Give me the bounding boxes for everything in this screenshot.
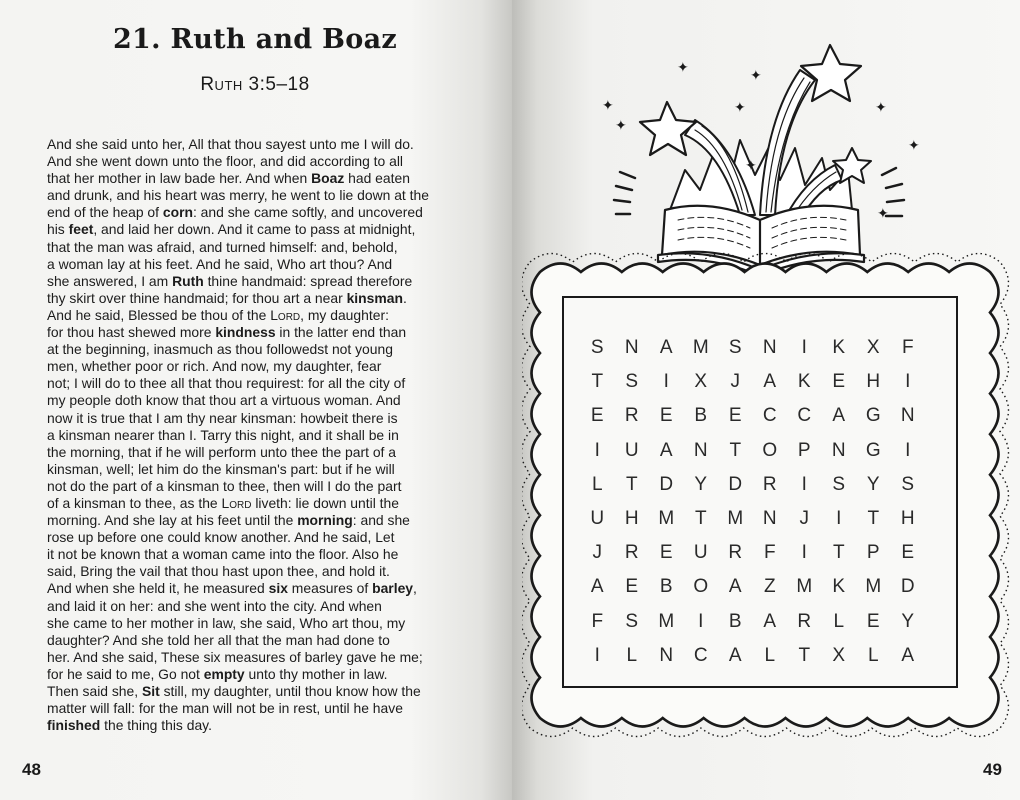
letter-cell: T: [694, 507, 707, 529]
letter-cell: I: [836, 507, 842, 529]
letter-cell: A: [763, 610, 777, 632]
keyword: finished: [47, 717, 101, 734]
passage-text: thy skirt over thine handmaid; for thou art a near: [47, 289, 347, 306]
letter-cell: K: [832, 337, 846, 358]
passage-line: [47, 529, 475, 546]
letter-cell: R: [624, 542, 639, 564]
letter-cell: X: [832, 644, 846, 666]
passage-text: of a kinsman to thee, as the: [47, 494, 222, 511]
passage-text: for he said to me, Go not: [47, 665, 204, 682]
passage-line: [47, 290, 475, 307]
letter-cell: C: [693, 644, 708, 666]
passage-line: [47, 427, 475, 444]
passage-text: Then said she,: [47, 683, 142, 699]
letter-cell: T: [625, 473, 638, 495]
letter-cell: X: [694, 371, 708, 393]
letter-cell: S: [728, 337, 742, 358]
passage-text: the thing this day.: [100, 717, 212, 734]
keyword: corn: [162, 204, 193, 221]
letter-cell: G: [865, 439, 881, 461]
letter-cell: D: [659, 473, 674, 495]
letter-cell: I: [801, 473, 807, 495]
passage-line: [47, 598, 475, 615]
passage-text: not; I will do to thee all that thou requirest: for all the city of: [47, 375, 406, 392]
letter-cell: I: [801, 542, 807, 564]
letter-cell: E: [590, 405, 604, 427]
letter-cell: S: [625, 371, 639, 393]
passage-line: [47, 392, 475, 409]
letter-cell: A: [728, 576, 742, 598]
passage-line: [47, 717, 475, 734]
letter-cell: X: [866, 337, 880, 358]
letter-cell: L: [833, 610, 845, 632]
svg-text:✦: ✦: [677, 60, 689, 76]
letter-cell: F: [591, 610, 604, 632]
passage-text: unto thy mother in law.: [244, 665, 388, 682]
letter-cell: K: [797, 371, 811, 393]
passage-line: [47, 358, 475, 375]
passage-line: [47, 221, 475, 238]
letter-cell: T: [832, 542, 845, 564]
letter-cell: I: [663, 371, 669, 393]
letter-cell: Z: [763, 576, 776, 598]
passage-text: : and she came softly, and uncovered: [192, 204, 423, 221]
passage-text: my people doth know that thou art a virtuous woman. And: [47, 392, 401, 409]
passage-text: , my daughter:: [300, 306, 389, 323]
passage-line: [47, 239, 475, 256]
letter-cell: R: [728, 542, 743, 564]
passage-text: ,: [413, 580, 417, 597]
passage-line: [47, 170, 475, 187]
letter-cell: E: [832, 371, 846, 393]
keyword: Ruth: [172, 272, 204, 289]
passage-text: that the man was afraid, and turned himself: and, behold,: [47, 238, 398, 255]
passage-line: [47, 187, 475, 204]
passage-text: .: [402, 289, 407, 306]
letter-cell: L: [867, 644, 879, 666]
letter-cell: I: [594, 439, 600, 461]
passage-text: liveth: lie down until the: [251, 494, 399, 511]
passage-text: she came to her mother in law, she said, Who art thou, my: [47, 614, 406, 631]
passage-text: the morning, that if he will perform unto thee the part of a: [47, 443, 397, 460]
letter-cell: L: [591, 473, 603, 495]
letter-cell: A: [659, 337, 673, 358]
passage-text: still, my daughter, until thou know how the: [159, 683, 421, 699]
passage-text: matter will fall: for the man will not be in rest, until he have: [47, 700, 403, 717]
passage-line: [47, 700, 475, 717]
passage-line: [47, 495, 475, 512]
page-number-right: 49: [983, 760, 1002, 779]
passage-text: and drunk, and his heart was merry, he went to lie down at the: [47, 187, 429, 204]
passage-line: [47, 136, 475, 153]
letter-cell: H: [624, 507, 639, 529]
word-search-grid: [580, 337, 925, 679]
word-search-puzzle: [562, 296, 958, 688]
keyword: barley: [372, 580, 414, 597]
letter-cell: J: [730, 371, 740, 393]
letter-cell: P: [866, 542, 880, 564]
letter-cell: M: [727, 507, 744, 529]
letter-cell: I: [905, 371, 911, 393]
letter-cell: J: [592, 542, 602, 564]
passage-line: [47, 632, 475, 649]
letter-cell: B: [728, 610, 742, 632]
letter-cell: O: [693, 576, 709, 598]
passage-line: [47, 563, 475, 580]
letter-cell: I: [698, 610, 704, 632]
letter-cell: A: [901, 644, 915, 666]
keyword: six: [268, 580, 288, 597]
letter-cell: E: [901, 542, 915, 564]
letter-cell: C: [762, 405, 777, 427]
page-number-left: 48: [22, 760, 41, 779]
passage-line: [47, 666, 475, 683]
letter-cell: N: [831, 439, 846, 461]
passage-text: for thou hast shewed more: [47, 324, 216, 341]
letter-cell: T: [867, 507, 880, 529]
letter-cell: Y: [901, 610, 915, 632]
passage-text: she answered, I am: [47, 272, 173, 289]
letter-cell: G: [865, 405, 881, 427]
letter-cell: H: [900, 507, 915, 529]
letter-cell: K: [832, 576, 846, 598]
letter-cell: M: [658, 610, 675, 632]
letter-cell: S: [901, 473, 915, 495]
letter-cell: J: [799, 507, 809, 529]
passage-text: at the beginning, inasmuch as thou followedst not young: [47, 341, 393, 358]
passage-line: [47, 375, 475, 392]
passage-text: And when she held it, he measured: [47, 580, 269, 597]
letter-cell: D: [900, 576, 915, 598]
passage-text: morning. And she lay at his feet until the: [47, 512, 298, 529]
passage-text: And she went down unto the floor, and did according to all: [47, 153, 403, 170]
passage-text: his: [47, 221, 69, 238]
passage-text: daughter? And she told her all that the man had done to: [47, 631, 390, 648]
letter-cell: L: [764, 644, 776, 666]
passage-text: it not be known that a woman came into the floor. Also he: [47, 546, 399, 563]
keyword: kindness: [215, 324, 276, 341]
passage-text: now it is true that I am thy near kinsman: howbeit there is: [47, 409, 398, 426]
letter-cell: E: [625, 576, 639, 598]
letter-cell: A: [590, 576, 604, 598]
passage-text: not do the part of a kinsman to thee, then will I do the part: [47, 477, 402, 494]
letter-cell: T: [591, 371, 604, 393]
svg-text:✦: ✦: [908, 138, 920, 154]
passage-text: measures of: [287, 580, 373, 597]
passage-text: a kinsman nearer than I. Tarry this night, and it shall be in: [47, 426, 399, 443]
passage-text: thine handmaid: spread therefore: [203, 272, 413, 289]
scripture-passage: [47, 136, 475, 734]
letter-cell: L: [626, 644, 638, 666]
svg-text:✦: ✦: [750, 68, 762, 84]
passage-line: [47, 478, 475, 495]
passage-text: And she said unto her, All that thou sayest unto me I will do.: [47, 136, 414, 152]
passage-text: and laid it on her: and she went into the city. And when: [47, 597, 382, 614]
passage-line: [47, 444, 475, 461]
letter-cell: E: [866, 610, 880, 632]
letter-cell: U: [624, 439, 639, 461]
passage-line: [47, 341, 475, 358]
svg-text:✦: ✦: [734, 100, 746, 116]
passage-text: Lord: [221, 494, 252, 511]
letter-cell: N: [624, 337, 639, 358]
svg-text:✦: ✦: [615, 118, 627, 134]
letter-cell: A: [728, 644, 742, 666]
letter-cell: M: [796, 576, 813, 598]
passage-line: [47, 410, 475, 427]
letter-cell: A: [659, 439, 673, 461]
letter-cell: N: [900, 405, 915, 427]
passage-line: [47, 256, 475, 273]
svg-text:✦: ✦: [875, 100, 887, 116]
letter-cell: H: [866, 371, 881, 393]
letter-cell: S: [832, 473, 846, 495]
letter-cell: F: [901, 337, 914, 358]
letter-cell: E: [659, 542, 673, 564]
letter-cell: F: [763, 542, 776, 564]
star-icon: [801, 45, 861, 101]
letter-cell: A: [763, 371, 777, 393]
letter-cell: U: [693, 542, 708, 564]
keyword: empty: [203, 665, 245, 682]
scripture-reference: Ruth 3:5–18: [200, 74, 310, 95]
passage-line: [47, 153, 475, 170]
letter-cell: C: [797, 405, 812, 427]
letter-cell: A: [832, 405, 846, 427]
letter-cell: N: [762, 337, 777, 358]
keyword: Sit: [141, 683, 160, 699]
passage-line: [47, 461, 475, 478]
svg-text:✦: ✦: [877, 206, 889, 222]
letter-cell: D: [728, 473, 743, 495]
passage-line: [47, 683, 475, 700]
letter-cell: R: [797, 610, 812, 632]
letter-cell: I: [594, 644, 600, 666]
passage-line: [47, 307, 475, 324]
letter-cell: M: [692, 337, 709, 358]
passage-text: kinsman, well; let him do the kinsman's part: but if he will: [47, 460, 395, 477]
star-icon: [640, 102, 696, 155]
letter-cell: E: [728, 405, 742, 427]
passage-text: a woman lay at his feet. And he said, Who art thou? And: [47, 255, 393, 272]
letter-cell: T: [798, 644, 811, 666]
open-book-stars-illustration: [590, 40, 930, 280]
passage-line: [47, 324, 475, 341]
keyword: Boaz: [311, 170, 345, 187]
passage-line: [47, 512, 475, 529]
passage-text: her. And she said, These six measures of barley gave he me;: [47, 648, 423, 665]
passage-text: And he said, Blessed be thou of the: [47, 306, 271, 323]
letter-cell: S: [590, 337, 604, 358]
keyword: kinsman: [346, 289, 403, 306]
passage-text: Lord: [270, 306, 301, 323]
letter-cell: P: [797, 439, 811, 461]
letter-cell: U: [590, 507, 605, 529]
page-title: 21. Ruth and Boaz: [112, 24, 398, 55]
letter-cell: M: [865, 576, 882, 598]
letter-cell: S: [625, 610, 639, 632]
passage-line: [47, 546, 475, 563]
letter-cell: B: [694, 405, 708, 427]
svg-text:✦: ✦: [602, 98, 614, 114]
letter-cell: O: [762, 439, 778, 461]
letter-cell: B: [659, 576, 673, 598]
passage-line: [47, 204, 475, 221]
letter-cell: Y: [866, 473, 880, 495]
passage-line: [47, 649, 475, 666]
letter-cell: N: [762, 507, 777, 529]
letter-cell: R: [762, 473, 777, 495]
svg-text:✦: ✦: [745, 158, 757, 174]
passage-text: : and she: [352, 512, 410, 529]
passage-text: had eaten: [344, 170, 410, 187]
letter-cell: Y: [694, 473, 708, 495]
passage-text: said, Bring the vail that thou hast upon thee, and hold it.: [47, 563, 390, 580]
letter-cell: M: [658, 507, 675, 529]
passage-text: in the latter end than: [275, 324, 407, 341]
letter-cell: I: [905, 439, 911, 461]
passage-line: [47, 615, 475, 632]
passage-line: [47, 580, 475, 597]
letter-cell: I: [801, 337, 807, 358]
passage-text: , and laid her down. And it came to pass at midnight,: [93, 221, 416, 238]
letter-cell: R: [624, 405, 639, 427]
passage-text: end of the heap of: [47, 204, 163, 221]
letter-cell: T: [729, 439, 742, 461]
keyword: feet: [68, 221, 94, 238]
keyword: morning: [297, 512, 353, 529]
passage-line: [47, 273, 475, 290]
letter-cell: N: [693, 439, 708, 461]
passage-text: men, whether poor or rich. And now, my daughter, fear: [47, 358, 382, 375]
letter-cell: E: [659, 405, 673, 427]
letter-cell: N: [659, 644, 674, 666]
passage-text: rose up before one could know another. And he said, Let: [47, 529, 395, 546]
passage-text: that her mother in law bade her. And when: [47, 170, 312, 187]
